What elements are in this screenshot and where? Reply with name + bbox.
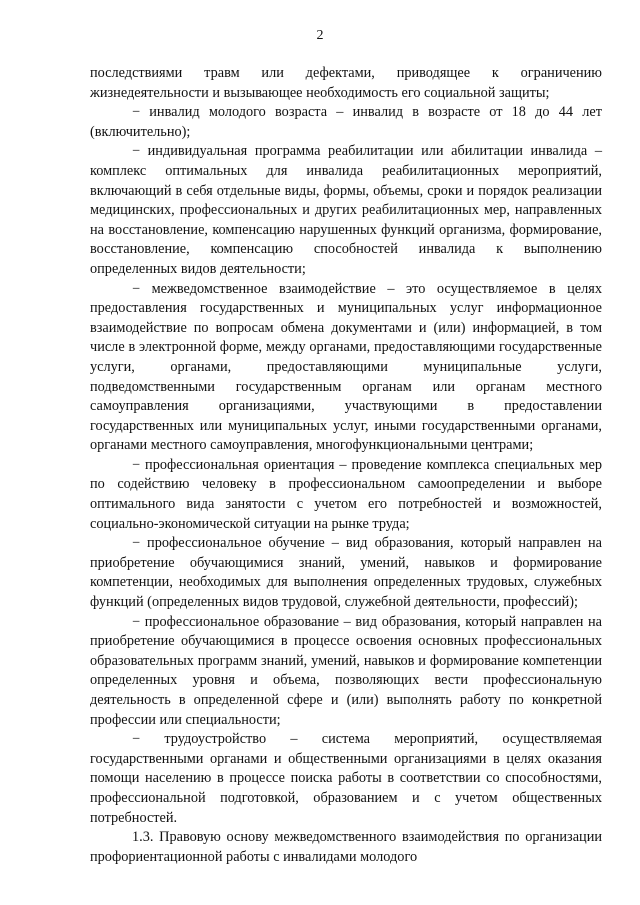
paragraph-continuation: последствиями травм или дефектами, приводящее к ограничению жизнедеятельности и вызывающее необходимость его социальной защиты;	[90, 65, 602, 101]
definition-career-guidance: − профессиональная ориентация – проведение комплекса специальных мер по содействию человеку в профессиональном самоопределении и выборе оптимального вида занятости с учетом его потребностей и возможностей, социально-экономической ситуации на рынке труда;	[90, 456, 602, 532]
definition-interagency-interaction: − межведомственное взаимодействие – это осуществляемое в целях предоставления государственных и муниципальных услуг информационное взаимодействие по вопросам обмена документами и (или) информацией, в том числе в электронной форме, между органами, предоставляющими государственные услуги, органами, предоставляющими муниципальные услуги, подведомственными государственным органам или органам местного самоуправления организациями, участвующими в предоставлении государственных или муниципальных услуг, иными государственными органами, органами местного самоуправления, многофункциональными центрами;	[90, 280, 602, 454]
page-number: 2	[316, 28, 324, 43]
document-body	[90, 64, 602, 867]
definition-young-disabled: − инвалид молодого возраста – инвалид в возрасте от 18 до 44 лет (включительно);	[90, 104, 602, 140]
section-1-3-paragraph: 1.3. Правовую основу межведомственного взаимодействия по организации профориентационной работы с инвалидами молодого	[90, 829, 602, 865]
definition-rehabilitation-program: − индивидуальная программа реабилитации или абилитации инвалида – комплекс оптимальных для инвалида реабилитационных мероприятий, включающий в себя отдельные виды, формы, объемы, сроки и порядок реализации медицинских, профессиональных и других реабилитационных мер, направленных на восстановление, компенсацию нарушенных функций организма, формирование, восстановление, компенсацию способностей инвалида к выполнению определенных видов деятельности;	[90, 143, 602, 277]
definition-vocational-training: − профессиональное обучение – вид образования, который направлен на приобретение обучающимися знаний, умений, навыков и формирование компетенции, необходимых для выполнения определенных трудовых, служебных функций (определенных видов трудовой, служебной деятельности, профессий);	[90, 535, 602, 611]
definition-employment: − трудоустройство – система мероприятий, осуществляемая государственными органами и общественными организациями в целях оказания помощи населению в процессе поиска работы в соответствии со способностями, профессиональной подготовкой, образованием и с учетом общественных потребностей.	[90, 731, 602, 826]
definition-vocational-education: − профессиональное образование – вид образования, который направлен на приобретение обучающимися в процессе освоения основных профессиональных образовательных программ знаний, умений, навыков и формирование компетенции определенных уровня и объема, позволяющих вести профессиональную деятельность в определенной сфере и (или) выполнять работу по конкретной профессии или специальности;	[90, 613, 602, 728]
